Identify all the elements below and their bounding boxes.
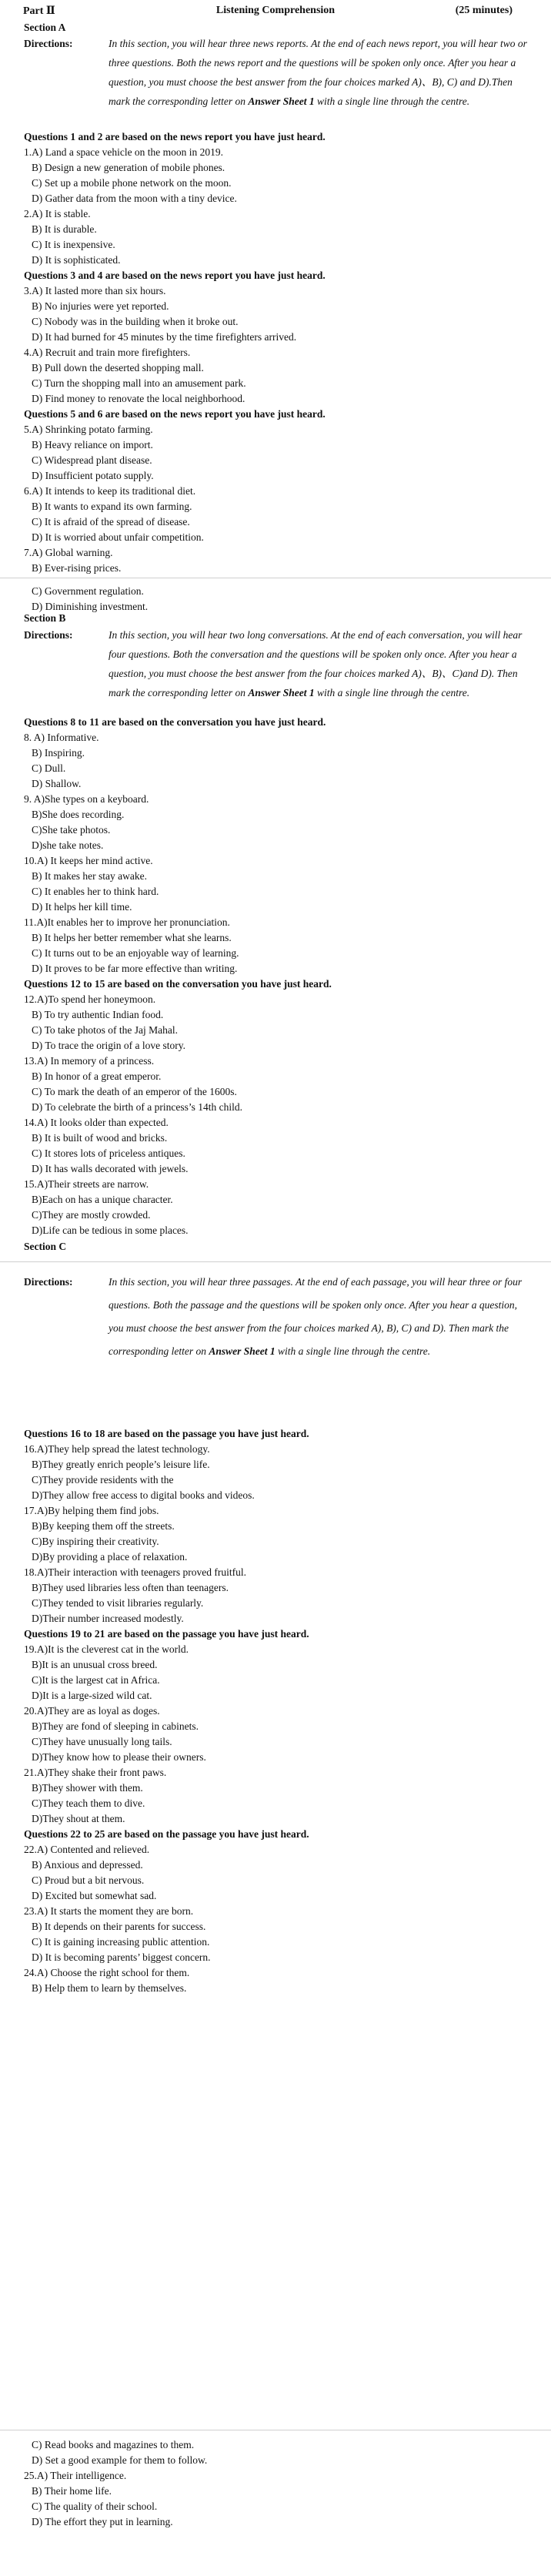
answer-option: D) Find money to renovate the local neighborhood. xyxy=(32,393,245,404)
answer-option: C) Nobody was in the building when it broke out. xyxy=(32,316,239,327)
question-stem: 16.A)They help spread the latest technology. xyxy=(24,1443,210,1455)
answer-option: B) It is durable. xyxy=(32,223,97,235)
question-stem: 24.A) Choose the right school for them. xyxy=(24,1967,190,1978)
answer-option: D) Shallow. xyxy=(32,778,82,789)
answer-option: C) It turns out to be an enjoyable way of learning. xyxy=(32,947,239,959)
answer-option: D)By providing a place of relaxation. xyxy=(32,1551,188,1563)
question-stem: 7.A) Global warning. xyxy=(24,547,113,558)
answer-option: C) Set up a mobile phone network on the moon. xyxy=(32,177,232,189)
section-b-directions xyxy=(24,625,534,706)
page-break xyxy=(0,2427,551,2434)
question-stem: 14.A) It looks older than expected. xyxy=(24,1117,169,1128)
question-group-heading: Questions 19 to 21 are based on the passage you have just heard. xyxy=(24,1628,309,1640)
section-c-continued xyxy=(24,2437,534,2530)
answer-option: B)They are fond of sleeping in cabinets. xyxy=(32,1720,199,1732)
answer-option: B)Each on has a unique character. xyxy=(32,1194,173,1205)
question-group-heading: Questions 16 to 18 are based on the passage you have just heard. xyxy=(24,1428,309,1439)
answer-option: C) Proud but a bit nervous. xyxy=(32,1874,145,1886)
answer-option: D) To trace the origin of a love story. xyxy=(32,1040,185,1051)
answer-option: C)They teach them to dive. xyxy=(32,1797,145,1809)
answer-option: B) To try authentic Indian food. xyxy=(32,1009,164,1020)
page-break xyxy=(0,1259,551,1265)
question-group-heading: Questions 8 to 11 are based on the conversation you have just heard. xyxy=(24,716,326,728)
time-limit: (25 minutes) xyxy=(455,5,513,16)
answer-option: C) Turn the shopping mall into an amusement park. xyxy=(32,377,246,389)
answer-option: C) Read books and magazines to them. xyxy=(32,2439,195,2450)
answer-option: B)They used libraries less often than teenagers. xyxy=(32,1582,229,1593)
question-stem: 25.A) Their intelligence. xyxy=(24,2470,127,2481)
answer-option: C)They are mostly crowded. xyxy=(32,1209,151,1221)
answer-option: B)By keeping them off the streets. xyxy=(32,1520,175,1532)
question-stem: 20.A)They are as loyal as doges. xyxy=(24,1705,160,1717)
answer-option: B) Help them to learn by themselves. xyxy=(32,1982,187,1994)
answer-option: D)They shout at them. xyxy=(32,1813,125,1824)
answer-option: C) It stores lots of priceless antiques. xyxy=(32,1147,185,1159)
answer-option: D)They allow free access to digital books and videos. xyxy=(32,1489,255,1501)
answer-option: C) It is gaining increasing public attention. xyxy=(32,1936,210,1948)
answer-option: D)They know how to please their owners. xyxy=(32,1751,206,1763)
answer-option: C) To take photos of the Jaj Mahal. xyxy=(32,1024,179,1036)
question-stem: 11.A)It enables her to improve her pronunciation. xyxy=(24,916,230,928)
answer-option: D) It had burned for 45 minutes by the time firefighters arrived. xyxy=(32,331,297,343)
answer-option: B)She does recording. xyxy=(32,809,125,820)
answer-option: B)They greatly enrich people’s leisure life. xyxy=(32,1459,210,1470)
question-stem: 23.A) It starts the moment they are born. xyxy=(24,1905,194,1917)
answer-option: D) Insufficient potato supply. xyxy=(32,470,154,481)
answer-option: B) Ever-rising prices. xyxy=(32,562,122,574)
answer-option: D) It proves to be far more effective than writing. xyxy=(32,963,238,974)
answer-option: B) It wants to expand its own farming. xyxy=(32,501,192,512)
question-stem: 8. A) Informative. xyxy=(24,732,99,743)
question-stem: 9. A)She types on a keyboard. xyxy=(24,793,149,805)
answer-option: D) The effort they put in learning. xyxy=(32,2516,173,2527)
answer-option: D) To celebrate the birth of a princess’s 14th child. xyxy=(32,1101,242,1113)
question-stem: 10.A) It keeps her mind active. xyxy=(24,855,153,866)
page-header xyxy=(23,3,528,20)
directions-label: Directions: xyxy=(24,1276,73,1288)
question-stem: 6.A) It intends to keep its traditional diet. xyxy=(24,485,196,497)
answer-option: D) It is sophisticated. xyxy=(32,254,121,266)
answer-option: C) To mark the death of an emperor of the 1600s. xyxy=(32,1086,237,1097)
answer-option: D) It is worried about unfair competition. xyxy=(32,531,204,543)
answer-option: B) It makes her stay awake. xyxy=(32,870,147,882)
answer-sheet-ref: Answer Sheet 1 xyxy=(209,1345,276,1357)
answer-option: C)They have unusually long tails. xyxy=(32,1736,172,1747)
part-label: Part Ⅱ xyxy=(23,5,55,17)
answer-option: C)She take photos. xyxy=(32,824,111,836)
directions-text: In this section, you will hear two long conversations. At the end of each conversation, you will hear four questions. Both the conversation and the questions will be spoken only once. After you hear a question, you must choose the best answer from the four choices marked A)、B)、C)and D). Then mark the corresponding letter on Answer Sheet 1 with a single line through the centre. xyxy=(109,629,523,698)
answer-option: B) Pull down the deserted shopping mall. xyxy=(32,362,204,374)
answer-sheet-ref: Answer Sheet 1 xyxy=(248,95,315,107)
question-stem: 18.A)Their interaction with teenagers proved fruitful. xyxy=(24,1566,247,1578)
answer-option: D) Excited but somewhat sad. xyxy=(32,1890,157,1901)
answer-option: D)she take notes. xyxy=(32,839,104,851)
answer-option: B) It helps her better remember what she learns. xyxy=(32,932,232,943)
question-stem: 2.A) It is stable. xyxy=(24,208,91,219)
answer-option: B)It is an unusual cross breed. xyxy=(32,1659,158,1670)
answer-option: D) Set a good example for them to follow. xyxy=(32,2454,208,2466)
section-b-questions xyxy=(24,715,534,1238)
question-group-heading: Questions 5 and 6 are based on the news report you have just heard. xyxy=(24,408,326,420)
answer-option: B)They shower with them. xyxy=(32,1782,143,1794)
answer-option: C) It is inexpensive. xyxy=(32,239,115,250)
section-c-title: Section C xyxy=(24,1241,67,1252)
directions-label: Directions: xyxy=(24,38,73,49)
question-stem: 15.A)Their streets are narrow. xyxy=(24,1178,149,1190)
section-c-directions xyxy=(24,1271,534,1425)
section-a-title: Section A xyxy=(24,22,66,33)
section-a-continued xyxy=(24,584,534,615)
directions-text: In this section, you will hear three passages. At the end of each passage, you will hear three or four questions. Both the passage and the questions will be spoken only once. After you hear a question, you must choose the best answer from the four choices marked A), B), C) and D). Then mark the corresponding letter on Answer Sheet 1 with a single line through the centre. xyxy=(109,1276,523,1357)
answer-option: B) Inspiring. xyxy=(32,747,85,759)
question-stem: 17.A)By helping them find jobs. xyxy=(24,1505,159,1516)
section-c-questions xyxy=(24,1426,534,1996)
question-stem: 3.A) It lasted more than six hours. xyxy=(24,285,166,296)
answer-option: D) It is becoming parents’ biggest concern. xyxy=(32,1951,211,1963)
answer-option: B) Design a new generation of mobile phones. xyxy=(32,162,225,173)
directions-label: Directions: xyxy=(24,629,73,641)
directions-text: In this section, you will hear three news reports. At the end of each news report, you will hear two or three questions. Both the news report and the questions will be spoken only once. After you hear a question, you must choose the best answer from the four choices marked A)、B), C) and D).Then mark the corresponding letter on Answer Sheet 1 with a single line through the centre. xyxy=(109,38,527,107)
answer-option: C) Government regulation. xyxy=(32,585,144,597)
answer-option: B) Their home life. xyxy=(32,2485,112,2497)
answer-sheet-ref: Answer Sheet 1 xyxy=(248,687,315,698)
answer-option: B) Heavy reliance on import. xyxy=(32,439,153,451)
question-stem: 13.A) In memory of a princess. xyxy=(24,1055,155,1067)
page-break xyxy=(0,575,551,581)
answer-option: C) It enables her to think hard. xyxy=(32,886,159,897)
answer-option: C)It is the largest cat in Africa. xyxy=(32,1674,160,1686)
answer-option: B) In honor of a great emperor. xyxy=(32,1070,162,1082)
answer-option: D)It is a large-sized wild cat. xyxy=(32,1690,152,1701)
answer-option: B) No injuries were yet reported. xyxy=(32,300,169,312)
question-group-heading: Questions 12 to 15 are based on the conversation you have just heard. xyxy=(24,978,332,990)
answer-option: C) Dull. xyxy=(32,762,66,774)
answer-option: D)Life can be tedious in some places. xyxy=(32,1224,189,1236)
answer-option: D) It helps her kill time. xyxy=(32,901,132,913)
answer-option: C)They provide residents with the xyxy=(32,1474,174,1486)
question-stem: 22.A) Contented and relieved. xyxy=(24,1844,150,1855)
question-stem: 21.A)They shake their front paws. xyxy=(24,1767,167,1778)
answer-option: C) It is afraid of the spread of disease. xyxy=(32,516,190,528)
question-stem: 1.A) Land a space vehicle on the moon in 2019. xyxy=(24,146,224,158)
question-stem: 19.A)It is the cleverest cat in the world. xyxy=(24,1643,189,1655)
answer-option: D) Gather data from the moon with a tiny device. xyxy=(32,193,237,204)
question-stem: 12.A)To spend her honeymoon. xyxy=(24,993,156,1005)
question-group-heading: Questions 3 and 4 are based on the news report you have just heard. xyxy=(24,270,326,281)
question-stem: 4.A) Recruit and train more firefighters. xyxy=(24,347,191,358)
answer-option: D) It has walls decorated with jewels. xyxy=(32,1163,189,1174)
paper-title: Listening Comprehension xyxy=(215,5,336,16)
question-stem: 5.A) Shrinking potato farming. xyxy=(24,424,153,435)
section-b-title: Section B xyxy=(24,612,66,624)
answer-option: D)Their number increased modestly. xyxy=(32,1613,184,1624)
answer-option: D) Diminishing investment. xyxy=(32,601,149,612)
answer-option: B) It depends on their parents for success. xyxy=(32,1921,206,1932)
answer-option: C)They tended to visit libraries regularly. xyxy=(32,1597,204,1609)
section-a-questions xyxy=(24,129,534,576)
question-group-heading: Questions 1 and 2 are based on the news report you have just heard. xyxy=(24,131,326,142)
answer-option: C) Widespread plant disease. xyxy=(32,454,152,466)
section-a-directions xyxy=(24,34,534,119)
answer-option: B) It is built of wood and bricks. xyxy=(32,1132,168,1144)
answer-option: B) Anxious and depressed. xyxy=(32,1859,143,1871)
answer-option: C) The quality of their school. xyxy=(32,2501,158,2512)
question-group-heading: Questions 22 to 25 are based on the passage you have just heard. xyxy=(24,1828,309,1840)
answer-option: C)By inspiring their creativity. xyxy=(32,1536,159,1547)
